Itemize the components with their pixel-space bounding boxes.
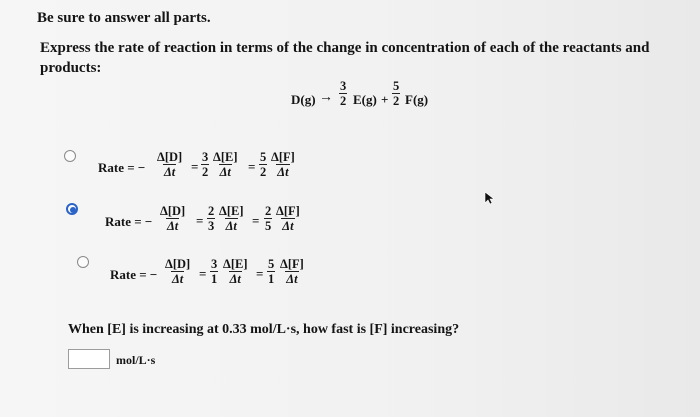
answer-unit: mol/L·s <box>116 353 156 367</box>
option-2-term-e-num: Δ[E] <box>219 204 244 218</box>
option-3-term-e-den: Δt <box>229 272 241 286</box>
coefficient-f-numerator: 5 <box>393 79 400 93</box>
option-3-prefix: Rate = − <box>110 267 158 282</box>
option-2-coef-f <box>264 205 272 233</box>
option-3-term-d-den: Δt <box>171 272 184 286</box>
option-3-equals-1: = <box>199 266 207 281</box>
reactant-d: D(g) <box>291 92 316 107</box>
radio-option-1[interactable] <box>64 150 76 162</box>
option-1-coef-f <box>259 151 267 179</box>
option-2-term-d-den: Δt <box>166 219 179 233</box>
radio-option-2[interactable] <box>66 203 78 215</box>
option-3-term-f-den: Δt <box>286 272 298 286</box>
option-2-term-d-num: Δ[D] <box>160 204 186 218</box>
option-2-coef-f-den: 5 <box>265 219 272 233</box>
product-e: E(g) <box>353 92 377 107</box>
option-2-equals-2: = <box>252 213 260 228</box>
option-2-coef-e-den: 3 <box>208 219 215 233</box>
option-1-term-f <box>270 151 296 179</box>
option-3-coef-f-den: 1 <box>268 272 275 286</box>
option-1-term-d <box>156 151 183 179</box>
option-2-prefix: Rate = − <box>105 214 153 229</box>
reaction-arrow-icon: → <box>319 90 333 105</box>
plus-sign: + <box>381 92 389 107</box>
product-f: F(g) <box>405 92 429 107</box>
option-3-coef-f <box>267 258 275 286</box>
option-3-term-e <box>222 258 249 286</box>
option-2-term-e <box>218 205 245 233</box>
option-2-coef-f-num: 2 <box>265 204 272 218</box>
option-1-term-e-num: Δ[E] <box>213 150 238 164</box>
option-1-coef-f-num: 5 <box>260 150 267 164</box>
option-2-term-f-num: Δ[F] <box>276 204 300 218</box>
instructions-text: Be sure to answer all parts. <box>37 10 211 26</box>
option-3-term-e-num: Δ[E] <box>223 257 248 271</box>
option-1-term-f-num: Δ[F] <box>271 150 295 164</box>
option-1-coef-e <box>201 151 209 179</box>
option-3-coef-e <box>210 258 218 286</box>
option-3-coef-e-den: 1 <box>211 272 218 286</box>
option-1-coef-f-den: 2 <box>260 165 267 179</box>
option-3-term-d <box>164 258 191 286</box>
option-2-equals-1: = <box>196 213 204 228</box>
coefficient-e-numerator: 3 <box>340 79 347 93</box>
part2-question: When [E] is increasing at 0.33 mol/L·s, how fast is [F] increasing? <box>68 322 460 337</box>
option-3-equals-2: = <box>256 266 264 281</box>
answer-input[interactable] <box>68 349 110 369</box>
question-line-1: Express the rate of reaction in terms of the change in concentration of each of the reactants and <box>40 40 650 56</box>
option-1-equals-1: = <box>191 159 199 174</box>
option-1-coef-e-num: 3 <box>202 150 209 164</box>
option-2-coef-e <box>207 205 215 233</box>
option-3-term-f-num: Δ[F] <box>280 257 304 271</box>
option-1-prefix: Rate = − <box>98 160 146 175</box>
option-1-term-f-den: Δt <box>277 165 289 179</box>
coefficient-f-denominator: 2 <box>393 94 400 108</box>
option-3-coef-e-num: 3 <box>211 257 218 271</box>
option-2-term-f <box>275 205 301 233</box>
coefficient-e <box>339 80 347 108</box>
option-3-term-f <box>279 258 305 286</box>
option-1-coef-e-den: 2 <box>202 165 209 179</box>
option-2-term-f-den: Δt <box>282 219 294 233</box>
option-1-term-d-den: Δt <box>163 165 176 179</box>
option-2-term-d <box>159 205 186 233</box>
option-2-term-e-den: Δt <box>225 219 237 233</box>
option-1-equals-2: = <box>248 159 256 174</box>
option-1-term-e <box>212 151 239 179</box>
option-1-term-e-den: Δt <box>219 165 231 179</box>
option-2-coef-e-num: 2 <box>208 204 215 218</box>
question-line-2: products: <box>40 60 102 76</box>
option-3-coef-f-num: 5 <box>268 257 275 271</box>
radio-option-3[interactable] <box>77 256 89 268</box>
coefficient-f <box>392 80 400 108</box>
option-3-term-d-num: Δ[D] <box>165 257 191 271</box>
coefficient-e-denominator: 2 <box>340 94 347 108</box>
mouse-cursor-icon <box>484 191 496 205</box>
option-1-term-d-num: Δ[D] <box>157 150 183 164</box>
